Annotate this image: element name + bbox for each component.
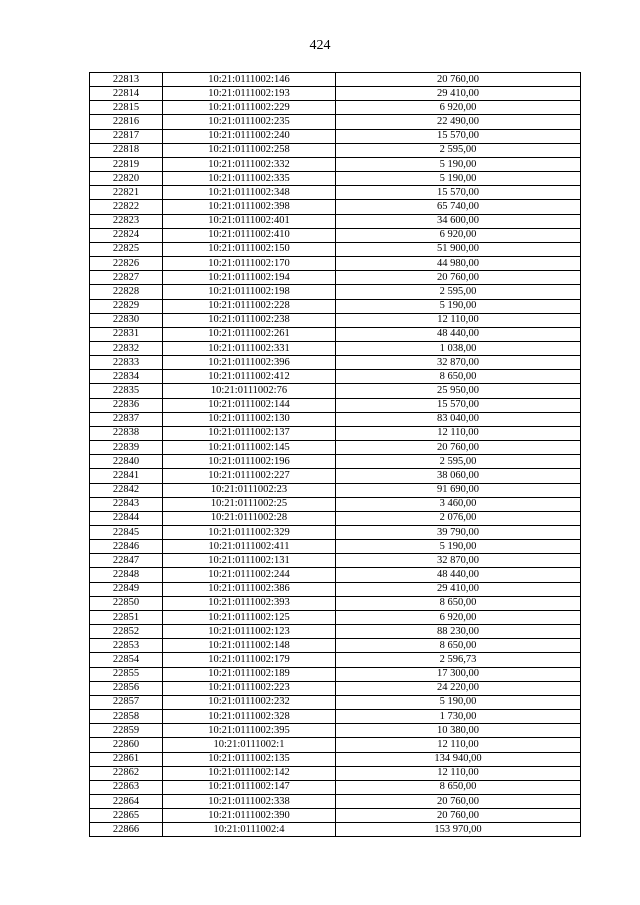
amount-cell: 2 076,00 [336, 511, 581, 525]
table-row [90, 370, 581, 384]
amount-cell: 29 410,00 [336, 87, 581, 101]
amount-cell: 12 110,00 [336, 313, 581, 327]
table-row [90, 596, 581, 610]
amount-cell: 38 060,00 [336, 469, 581, 483]
row-number-cell: 22817 [90, 129, 163, 143]
amount-cell: 10 380,00 [336, 724, 581, 738]
row-number-cell: 22835 [90, 384, 163, 398]
amount-cell: 91 690,00 [336, 483, 581, 497]
amount-cell: 34 600,00 [336, 214, 581, 228]
amount-cell: 44 980,00 [336, 257, 581, 271]
table-row [90, 271, 581, 285]
cadastral-number-cell: 10:21:0111002:28 [163, 511, 336, 525]
cadastral-number-cell: 10:21:0111002:258 [163, 143, 336, 157]
row-number-cell: 22842 [90, 483, 163, 497]
amount-cell: 2 595,00 [336, 285, 581, 299]
cadastral-number-cell: 10:21:0111002:338 [163, 794, 336, 808]
table-row [90, 497, 581, 511]
amount-cell: 6 920,00 [336, 228, 581, 242]
cadastral-number-cell: 10:21:0111002:335 [163, 172, 336, 186]
cadastral-number-cell: 10:21:0111002:229 [163, 101, 336, 115]
table-row [90, 228, 581, 242]
cadastral-number-cell: 10:21:0111002:189 [163, 667, 336, 681]
amount-cell: 1 730,00 [336, 710, 581, 724]
table-row [90, 724, 581, 738]
amount-cell: 2 595,00 [336, 143, 581, 157]
registry-table [89, 72, 581, 837]
table-row [90, 695, 581, 709]
cadastral-number-cell: 10:21:0111002:331 [163, 341, 336, 355]
amount-cell: 15 570,00 [336, 186, 581, 200]
row-number-cell: 22855 [90, 667, 163, 681]
amount-cell: 48 440,00 [336, 327, 581, 341]
cadastral-number-cell: 10:21:0111002:235 [163, 115, 336, 129]
cadastral-number-cell: 10:21:0111002:135 [163, 752, 336, 766]
table-row [90, 710, 581, 724]
cadastral-number-cell: 10:21:0111002:179 [163, 653, 336, 667]
cadastral-number-cell: 10:21:0111002:193 [163, 87, 336, 101]
table-row [90, 511, 581, 525]
cadastral-number-cell: 10:21:0111002:76 [163, 384, 336, 398]
row-number-cell: 22826 [90, 257, 163, 271]
cadastral-number-cell: 10:21:0111002:393 [163, 596, 336, 610]
row-number-cell: 22853 [90, 639, 163, 653]
cadastral-number-cell: 10:21:0111002:328 [163, 710, 336, 724]
amount-cell: 32 870,00 [336, 356, 581, 370]
table-row [90, 526, 581, 540]
row-number-cell: 22864 [90, 794, 163, 808]
amount-cell: 6 920,00 [336, 101, 581, 115]
amount-cell: 20 760,00 [336, 794, 581, 808]
row-number-cell: 22819 [90, 157, 163, 171]
amount-cell: 83 040,00 [336, 412, 581, 426]
amount-cell: 8 650,00 [336, 596, 581, 610]
amount-cell: 25 950,00 [336, 384, 581, 398]
row-number-cell: 22821 [90, 186, 163, 200]
table-row [90, 341, 581, 355]
table-row [90, 681, 581, 695]
row-number-cell: 22849 [90, 582, 163, 596]
amount-cell: 15 570,00 [336, 129, 581, 143]
table-row [90, 299, 581, 313]
row-number-cell: 22818 [90, 143, 163, 157]
row-number-cell: 22847 [90, 554, 163, 568]
table-row [90, 285, 581, 299]
table-row [90, 752, 581, 766]
table-row [90, 568, 581, 582]
amount-cell: 1 038,00 [336, 341, 581, 355]
amount-cell: 5 190,00 [336, 172, 581, 186]
table-row [90, 469, 581, 483]
cadastral-number-cell: 10:21:0111002:412 [163, 370, 336, 384]
row-number-cell: 22854 [90, 653, 163, 667]
amount-cell: 12 110,00 [336, 426, 581, 440]
row-number-cell: 22814 [90, 87, 163, 101]
amount-cell: 6 920,00 [336, 610, 581, 624]
row-number-cell: 22825 [90, 242, 163, 256]
cadastral-number-cell: 10:21:0111002:142 [163, 766, 336, 780]
amount-cell: 22 490,00 [336, 115, 581, 129]
amount-cell: 2 596,73 [336, 653, 581, 667]
cadastral-number-cell: 10:21:0111002:227 [163, 469, 336, 483]
amount-cell: 48 440,00 [336, 568, 581, 582]
table-row [90, 101, 581, 115]
table-row [90, 540, 581, 554]
row-number-cell: 22813 [90, 73, 163, 87]
row-number-cell: 22862 [90, 766, 163, 780]
table-row [90, 87, 581, 101]
table-row [90, 582, 581, 596]
amount-cell: 153 970,00 [336, 823, 581, 837]
row-number-cell: 22836 [90, 398, 163, 412]
table-row [90, 172, 581, 186]
table-row [90, 115, 581, 129]
cadastral-number-cell: 10:21:0111002:401 [163, 214, 336, 228]
cadastral-number-cell: 10:21:0111002:131 [163, 554, 336, 568]
cadastral-number-cell: 10:21:0111002:170 [163, 257, 336, 271]
table-row [90, 356, 581, 370]
row-number-cell: 22843 [90, 497, 163, 511]
table-row [90, 766, 581, 780]
table-row [90, 214, 581, 228]
cadastral-number-cell: 10:21:0111002:194 [163, 271, 336, 285]
row-number-cell: 22866 [90, 823, 163, 837]
cadastral-number-cell: 10:21:0111002:147 [163, 780, 336, 794]
amount-cell: 5 190,00 [336, 157, 581, 171]
amount-cell: 65 740,00 [336, 200, 581, 214]
row-number-cell: 22865 [90, 809, 163, 823]
table-row [90, 455, 581, 469]
cadastral-number-cell: 10:21:0111002:223 [163, 681, 336, 695]
cadastral-number-cell: 10:21:0111002:1 [163, 738, 336, 752]
row-number-cell: 22856 [90, 681, 163, 695]
table-row [90, 809, 581, 823]
row-number-cell: 22839 [90, 441, 163, 455]
table-row [90, 625, 581, 639]
table-row [90, 426, 581, 440]
row-number-cell: 22857 [90, 695, 163, 709]
cadastral-number-cell: 10:21:0111002:125 [163, 610, 336, 624]
amount-cell: 20 760,00 [336, 441, 581, 455]
table-row [90, 653, 581, 667]
row-number-cell: 22834 [90, 370, 163, 384]
table-row [90, 242, 581, 256]
table-row [90, 823, 581, 837]
row-number-cell: 22830 [90, 313, 163, 327]
amount-cell: 17 300,00 [336, 667, 581, 681]
amount-cell: 20 760,00 [336, 271, 581, 285]
page-number: 424 [309, 38, 331, 53]
cadastral-number-cell: 10:21:0111002:228 [163, 299, 336, 313]
row-number-cell: 22861 [90, 752, 163, 766]
table-row [90, 794, 581, 808]
table-row [90, 441, 581, 455]
cadastral-number-cell: 10:21:0111002:123 [163, 625, 336, 639]
table-row [90, 129, 581, 143]
amount-cell: 29 410,00 [336, 582, 581, 596]
row-number-cell: 22848 [90, 568, 163, 582]
row-number-cell: 22822 [90, 200, 163, 214]
amount-cell: 8 650,00 [336, 370, 581, 384]
amount-cell: 5 190,00 [336, 695, 581, 709]
row-number-cell: 22846 [90, 540, 163, 554]
row-number-cell: 22823 [90, 214, 163, 228]
table-row [90, 186, 581, 200]
cadastral-number-cell: 10:21:0111002:238 [163, 313, 336, 327]
table-row [90, 639, 581, 653]
cadastral-number-cell: 10:21:0111002:332 [163, 157, 336, 171]
row-number-cell: 22837 [90, 412, 163, 426]
cadastral-number-cell: 10:21:0111002:144 [163, 398, 336, 412]
row-number-cell: 22858 [90, 710, 163, 724]
table-row [90, 667, 581, 681]
row-number-cell: 22863 [90, 780, 163, 794]
table-row [90, 157, 581, 171]
row-number-cell: 22844 [90, 511, 163, 525]
table-row [90, 200, 581, 214]
row-number-cell: 22820 [90, 172, 163, 186]
cadastral-number-cell: 10:21:0111002:146 [163, 73, 336, 87]
amount-cell: 24 220,00 [336, 681, 581, 695]
cadastral-number-cell: 10:21:0111002:4 [163, 823, 336, 837]
row-number-cell: 22860 [90, 738, 163, 752]
cadastral-number-cell: 10:21:0111002:411 [163, 540, 336, 554]
cadastral-number-cell: 10:21:0111002:348 [163, 186, 336, 200]
table-row [90, 483, 581, 497]
cadastral-number-cell: 10:21:0111002:130 [163, 412, 336, 426]
row-number-cell: 22852 [90, 625, 163, 639]
amount-cell: 39 790,00 [336, 526, 581, 540]
amount-cell: 20 760,00 [336, 809, 581, 823]
amount-cell: 3 460,00 [336, 497, 581, 511]
table-row [90, 610, 581, 624]
row-number-cell: 22850 [90, 596, 163, 610]
table-row [90, 738, 581, 752]
row-number-cell: 22833 [90, 356, 163, 370]
registry-table-body [90, 73, 581, 837]
cadastral-number-cell: 10:21:0111002:395 [163, 724, 336, 738]
cadastral-number-cell: 10:21:0111002:261 [163, 327, 336, 341]
cadastral-number-cell: 10:21:0111002:25 [163, 497, 336, 511]
row-number-cell: 22828 [90, 285, 163, 299]
cadastral-number-cell: 10:21:0111002:196 [163, 455, 336, 469]
amount-cell: 134 940,00 [336, 752, 581, 766]
cadastral-number-cell: 10:21:0111002:240 [163, 129, 336, 143]
row-number-cell: 22832 [90, 341, 163, 355]
table-row [90, 412, 581, 426]
row-number-cell: 22829 [90, 299, 163, 313]
row-number-cell: 22831 [90, 327, 163, 341]
amount-cell: 15 570,00 [336, 398, 581, 412]
cadastral-number-cell: 10:21:0111002:198 [163, 285, 336, 299]
row-number-cell: 22851 [90, 610, 163, 624]
amount-cell: 51 900,00 [336, 242, 581, 256]
amount-cell: 5 190,00 [336, 540, 581, 554]
table-row [90, 398, 581, 412]
table-row [90, 73, 581, 87]
cadastral-number-cell: 10:21:0111002:148 [163, 639, 336, 653]
cadastral-number-cell: 10:21:0111002:137 [163, 426, 336, 440]
cadastral-number-cell: 10:21:0111002:329 [163, 526, 336, 540]
cadastral-number-cell: 10:21:0111002:390 [163, 809, 336, 823]
cadastral-number-cell: 10:21:0111002:396 [163, 356, 336, 370]
cadastral-number-cell: 10:21:0111002:398 [163, 200, 336, 214]
row-number-cell: 22816 [90, 115, 163, 129]
cadastral-number-cell: 10:21:0111002:23 [163, 483, 336, 497]
amount-cell: 5 190,00 [336, 299, 581, 313]
row-number-cell: 22838 [90, 426, 163, 440]
row-number-cell: 22841 [90, 469, 163, 483]
row-number-cell: 22815 [90, 101, 163, 115]
table-row [90, 780, 581, 794]
amount-cell: 8 650,00 [336, 780, 581, 794]
amount-cell: 32 870,00 [336, 554, 581, 568]
table-row [90, 384, 581, 398]
table-row [90, 313, 581, 327]
cadastral-number-cell: 10:21:0111002:386 [163, 582, 336, 596]
table-row [90, 554, 581, 568]
row-number-cell: 22859 [90, 724, 163, 738]
amount-cell: 20 760,00 [336, 73, 581, 87]
amount-cell: 8 650,00 [336, 639, 581, 653]
row-number-cell: 22845 [90, 526, 163, 540]
amount-cell: 88 230,00 [336, 625, 581, 639]
amount-cell: 2 595,00 [336, 455, 581, 469]
table-row [90, 327, 581, 341]
cadastral-number-cell: 10:21:0111002:410 [163, 228, 336, 242]
table-row [90, 257, 581, 271]
row-number-cell: 22824 [90, 228, 163, 242]
amount-cell: 12 110,00 [336, 738, 581, 752]
amount-cell: 12 110,00 [336, 766, 581, 780]
cadastral-number-cell: 10:21:0111002:244 [163, 568, 336, 582]
cadastral-number-cell: 10:21:0111002:145 [163, 441, 336, 455]
cadastral-number-cell: 10:21:0111002:232 [163, 695, 336, 709]
cadastral-number-cell: 10:21:0111002:150 [163, 242, 336, 256]
row-number-cell: 22840 [90, 455, 163, 469]
table-row [90, 143, 581, 157]
row-number-cell: 22827 [90, 271, 163, 285]
